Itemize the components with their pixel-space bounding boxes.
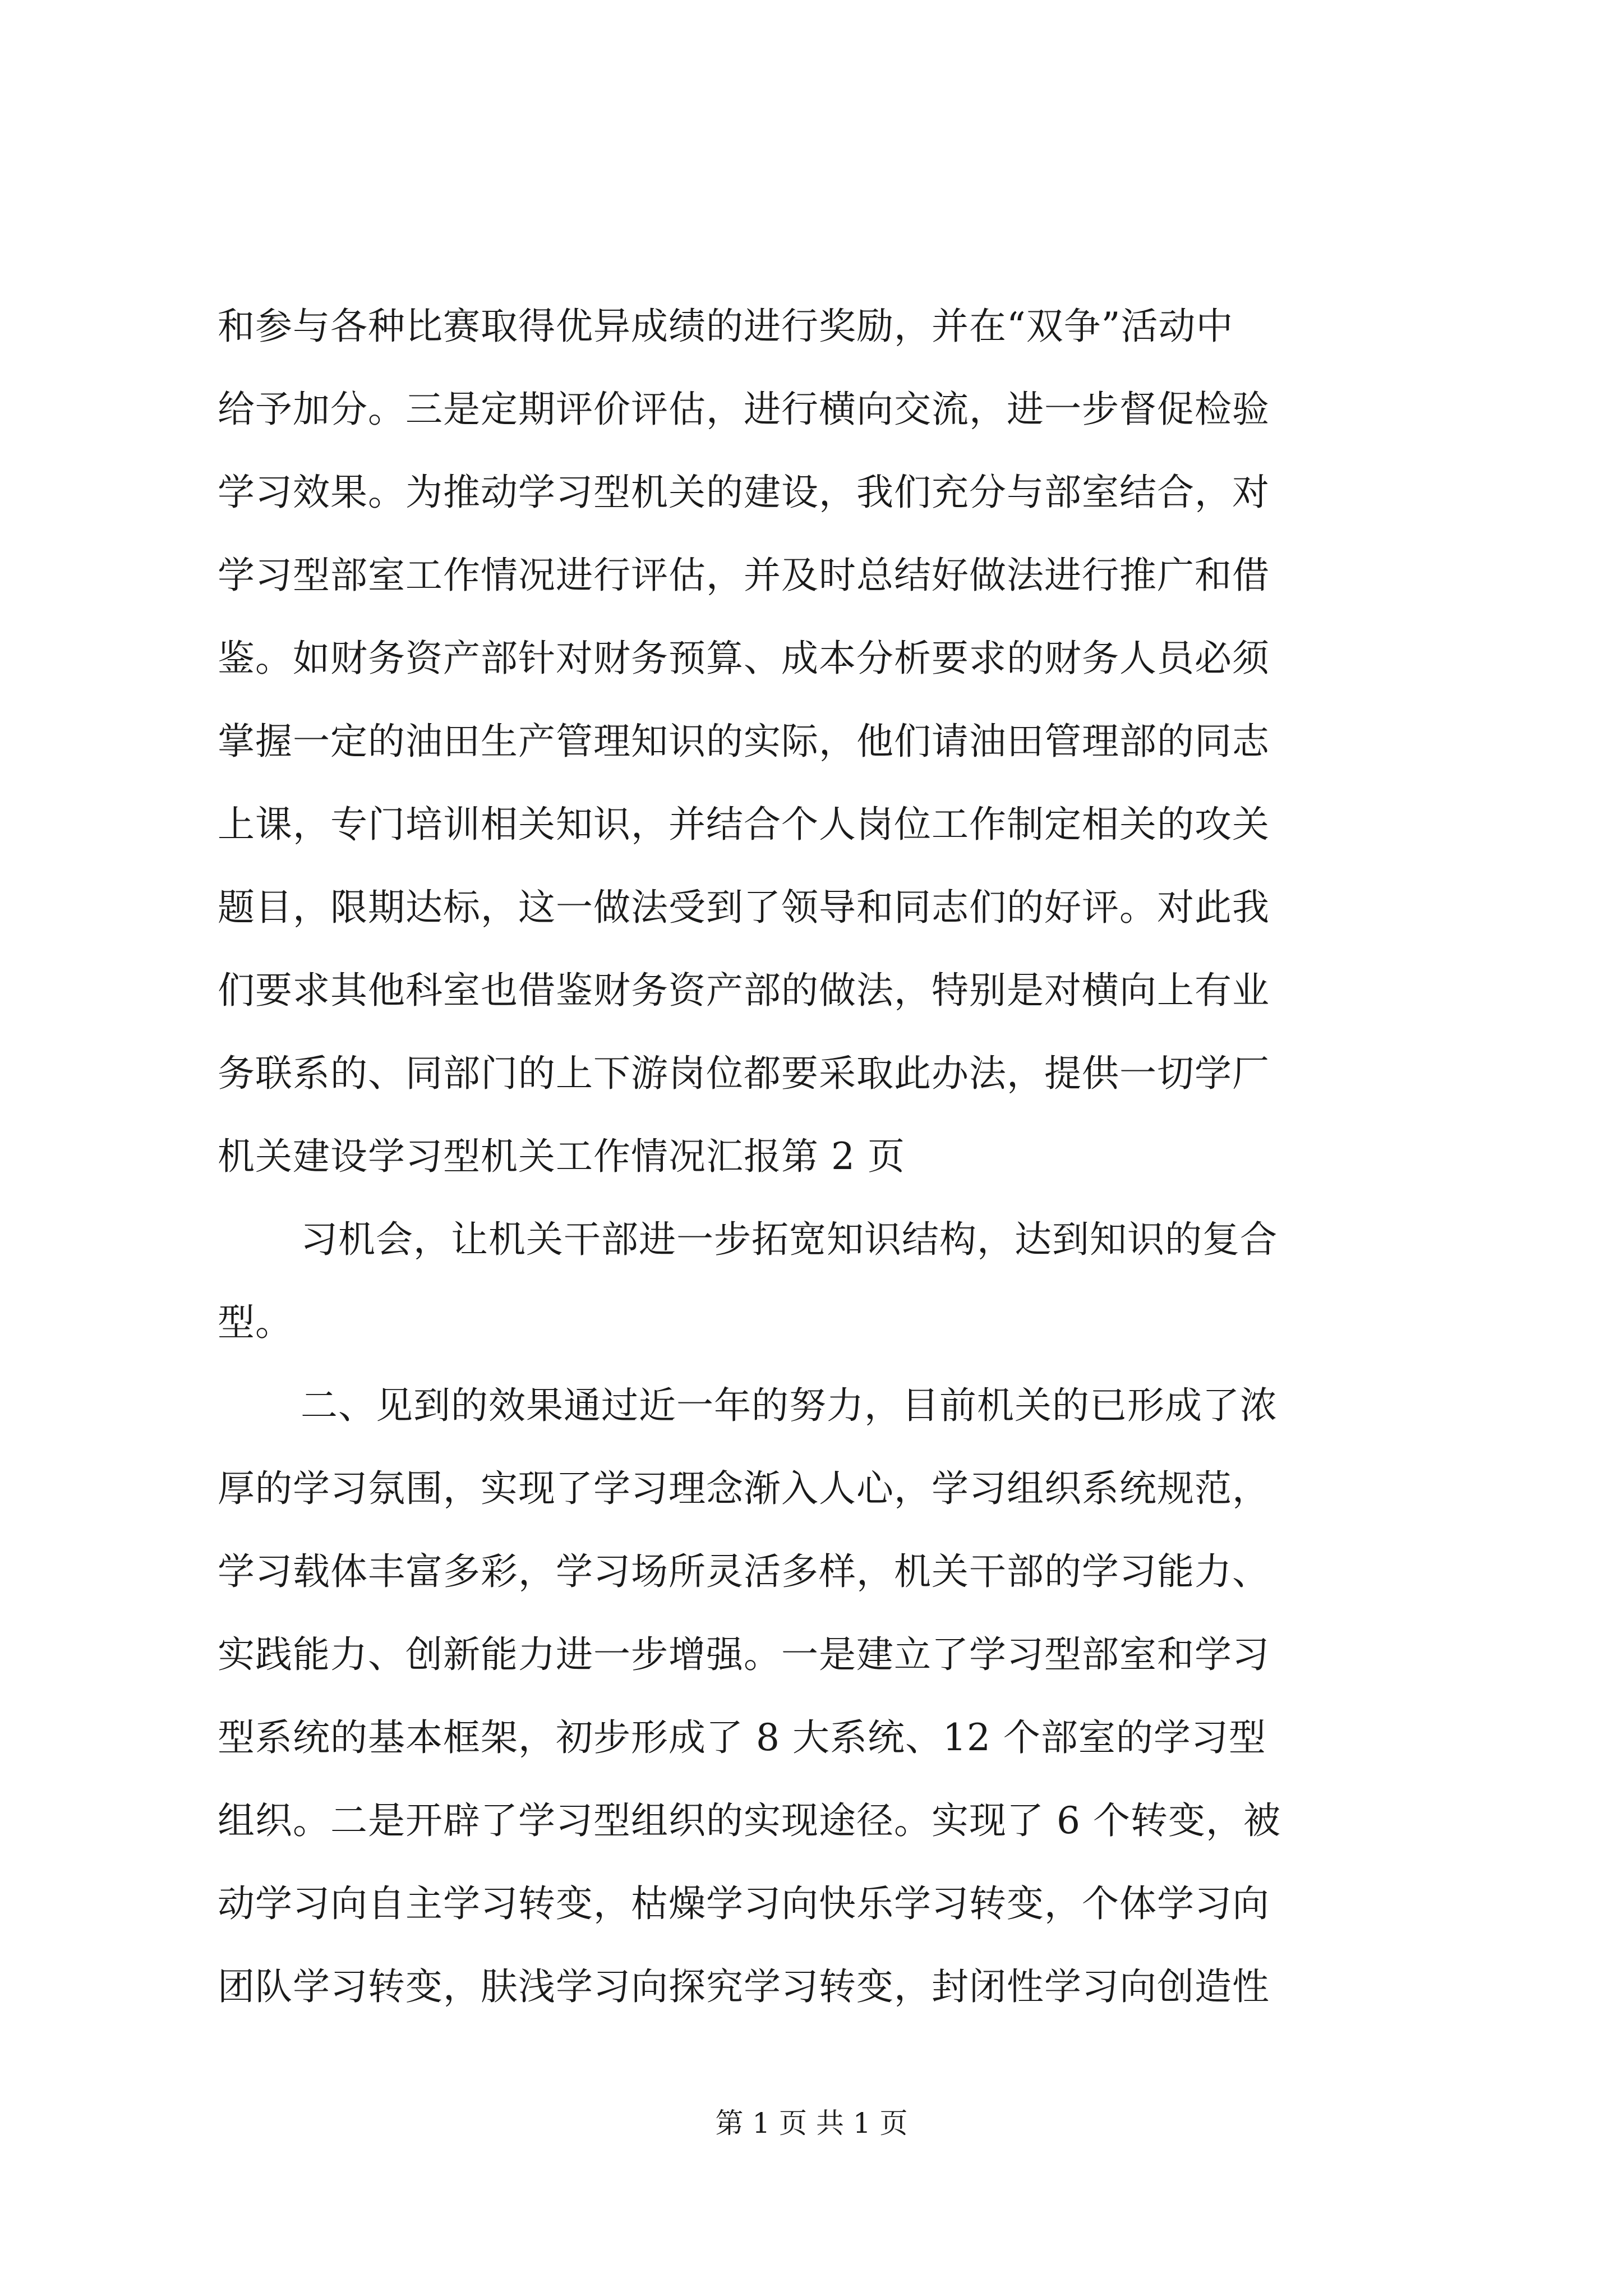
text-line: 题目，限期达标，这一做法受到了领导和同志们的好评。对此我 [218,886,1270,929]
text-line: 型。 [218,1301,293,1344]
text-line: 们要求其他科室也借鉴财务资产部的做法，特别是对横向上有业 [218,969,1270,1012]
text-line: 学习型部室工作情况进行评估，并及时总结好做法进行推广和借 [218,554,1270,597]
text-line: 实践能力、创新能力进一步增强。一是建立了学习型部室和学习 [218,1633,1270,1676]
text-line: 务联系的、同部门的上下游岗位都要采取此办法，提供一切学厂 [218,1052,1270,1095]
text-line: 学习效果。为推动学习型机关的建设，我们充分与部室结合，对 [218,471,1270,514]
paragraph-start-line: 习机会，让机关干部进一步拓宽知识结构，达到知识的复合 [301,1218,1278,1261]
text-line: 机关建设学习型机关工作情况汇报第 2 页 [218,1135,905,1178]
text-line: 掌握一定的油田生产管理知识的实际，他们请油田管理部的同志 [218,720,1270,763]
text-line: 动学习向自主学习转变，枯燥学习向快乐学习转变，个体学习向 [218,1882,1270,1925]
text-line: 组织。二是开辟了学习型组织的实现途径。实现了 6 个转变，被 [218,1799,1281,1842]
text-line: 给予加分。三是定期评价评估，进行横向交流，进一步督促检验 [218,388,1270,431]
text-line: 上课，专门培训相关知识，并结合个人岗位工作制定相关的攻关 [218,803,1270,846]
document-body [218,285,1412,2028]
text-line: 厚的学习氛围，实现了学习理念渐入人心，学习组织系统规范， [218,1467,1270,1510]
paragraph-start-line: 二、见到的效果通过近一年的努力，目前机关的已形成了浓 [301,1384,1278,1427]
text-line: 团队学习转变，肤浅学习向探究学习转变，封闭性学习向创造性 [218,1965,1270,2008]
page-footer: 第 1 页 共 1 页 [715,2107,908,2139]
text-line: 型系统的基本框架，初步形成了 8 大系统、12 个部室的学习型 [218,1716,1266,1759]
text-line: 和参与各种比赛取得优异成绩的进行奖励，并在“双争”活动中 [218,305,1234,348]
text-line: 鉴。如财务资产部针对财务预算、成本分析要求的财务人员必须 [218,637,1270,680]
text-line: 学习载体丰富多彩，学习场所灵活多样，机关干部的学习能力、 [218,1550,1270,1593]
